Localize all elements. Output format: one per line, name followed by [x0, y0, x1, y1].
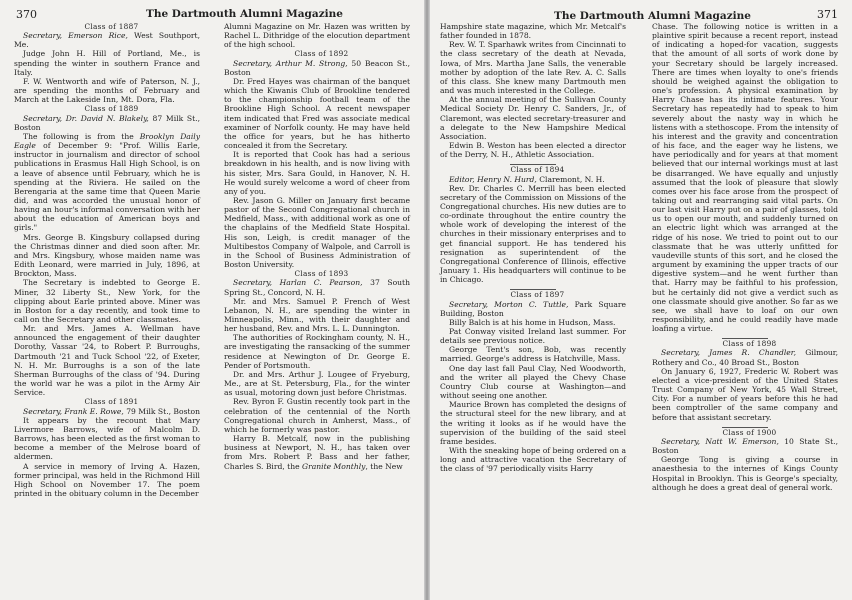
- continued-paragraph: Alumni Magazine on Mr. Hazen was written by Rachel L. Dithridge of the elocution department of the high school.: [224, 22, 410, 50]
- secretary-line: [224, 278, 410, 296]
- paragraph: Edwin B. Weston has been elected a director of the Derry, N. H., Athletic Association.: [440, 141, 626, 160]
- paragraph: The authorities of Rockingham county, N. H., are investigating the ransacking of the summer residence at Newington of Dr. George E. Pender of Portsmouth.: [224, 333, 410, 370]
- paragraph: George Tent's son, Bob, was recently married. George's address is Hatchville, Mass.: [440, 345, 626, 364]
- paragraph-text: Harry B. Metcalf, now in the publishing business at Newport, N. H., has taken over from Mrs. Robert P. Bass and her father, Charles S. Bird, the: [224, 434, 410, 471]
- right-column-2: [652, 22, 838, 492]
- secretary-line: [14, 407, 200, 416]
- paragraph: The Secretary is indebted to George E. Miner, 32 Liberty St., New York, for the clipping about Earle printed above. Miner was in Boston for a day recently, and took time to call on the Secretary and other classmates.: [14, 278, 200, 324]
- secretary-address: 37 South Spring St., Concord, N. H.: [224, 278, 410, 297]
- paragraph: Mr. and Mrs. Samuel P. French of West Lebanon, N. H., are spending the winter in Minneapolis, Minn., with their daughter and her husband, Rev. and Mrs. L. L. Dunnington.: [224, 296, 410, 334]
- paragraph: Dr. Fred Hayes was chairman of the banquet which the Kiwanis Club of Brookline tendered to the championship football team of the Brookline High School. A recent newspaper item indicated that Fred was associate medical examiner of Norfolk county. He may have held the office for years, but he has hitherto concealed it from the Secretary.: [224, 76, 410, 151]
- class-heading: Class of 1893: [294, 269, 349, 279]
- page-number: 370: [16, 8, 37, 21]
- secretary-address: 79 Milk St., Boston: [123, 406, 200, 416]
- paragraph: [14, 132, 200, 233]
- paragraph: Rev. Byron F. Gustin recently took part in the celebration of the centennial of the North Congregational church in Amherst, Mass., of which he formerly was pastor.: [224, 397, 410, 434]
- paragraph: With the sneaking hope of being ordered on a long and attractive vacation the Secretary of the class of '97 periodically visits Harry: [440, 446, 626, 474]
- secretary-address: Claremont, N. H.: [536, 174, 605, 184]
- paragraph: Judge John H. Hill of Portland, Me., is spending the winter in southern France and Italy.: [14, 49, 200, 77]
- left-page: [0, 0, 424, 600]
- secretary-line: [440, 175, 626, 184]
- secretary-name: Secretary, James R. Chandler,: [661, 348, 796, 358]
- running-title: The Dartmouth Alumni Magazine: [554, 10, 751, 22]
- paragraph: [224, 434, 410, 471]
- paragraph: F. W. Wentworth and wife of Paterson, N. J., are spending the months of February and March at the Lakeside Inn, Mt. Dora, Fla.: [14, 76, 200, 105]
- paragraph: One day last fall Paul Clay, Ned Woodworth, and the writer all played the Chevy Chase Country Club course at Washington—and without seeing one another.: [440, 363, 626, 401]
- class-heading: Class of 1898: [722, 339, 777, 349]
- secretary-name: Secretary, Dr. David N. Blakely,: [23, 113, 149, 123]
- secretary-address: 10 State St., Boston: [652, 436, 838, 456]
- right-page-header: [430, 8, 852, 22]
- secretary-name: Editor, Henry N. Hurd,: [449, 174, 537, 184]
- secretary-address: West Southport, Me.: [14, 31, 200, 50]
- secretary-line: [14, 114, 200, 132]
- paragraph: Pat Conway visited Ireland last summer. For details see previous notice.: [440, 327, 626, 346]
- paragraph: It is reported that Cook has had a serious breakdown in his health, and is now living with his sister, Mrs. Sara Gould, in Hanover, N. H. He would surely welcome a word of cheer from any of you.: [224, 150, 410, 196]
- publication-title: Brooklyn Daily Eagle: [14, 131, 200, 151]
- right-page: [430, 0, 852, 600]
- class-heading: Class of 1891: [84, 397, 139, 407]
- paragraph: Mr. and Mrs. James A. Wellman have announced the engagement of their daughter Dorothy, Vassar '24, to Robert P. Burroughs, Dartmouth '21 and Tuck School '22, of Exeter, N. H. Mr. Burroughs is a son of the late Sherman Burroughs of the class of '94. During the world war he was a pilot in the Army Air Service.: [14, 324, 200, 398]
- paragraph: Rev. Jason G. Miller on January first became pastor of the Second Congregational church in Medfield, Mass., with additional work as one of the chaplains of the Medfield State Hospital. His son, Leigh, is credit manager of the Multibestos Company of Walpole, and Carroll is in the School of Business Administration of Boston University.: [224, 195, 410, 270]
- class-heading: Class of 1897: [510, 290, 565, 300]
- publication-title: Granite Monthly: [302, 461, 366, 471]
- paragraph: Mrs. George B. Kingsbury collapsed during the Christmas dinner and died soon after. Mr. and Mrs. Kingsbury, whose maiden name was Edith Leonard, were married in July, 1896, at Brockton, Mass.: [14, 232, 200, 279]
- paragraph-text: of December 9: "Prof. Willis Earle, instructor in journalism and director of school publications in Erasmus Hall High School, is on a leave of absence until February, which he is spending at the Riviera. He sailed on the Berengaria at the same time that Queen Marie did, and was accorded the unusual honor of having an hour's informal conversation with her about the education of American boys and girls.": [14, 141, 200, 233]
- secretary-name: Secretary, Emerson Rice,: [23, 31, 128, 41]
- secretary-line: [224, 59, 410, 77]
- paragraph-text: The following is from the: [23, 131, 140, 141]
- secretary-line: [652, 437, 838, 455]
- paragraph: It appears by the recount that Mary Livermore Barrows, wife of Malcolm D. Barrows, has been elected as the first woman to become a member of the Melrose board of aldermen.: [14, 415, 201, 462]
- paragraph: Billy Balch is at his home in Hudson, Mass.: [449, 317, 616, 327]
- left-page-header: [0, 8, 424, 22]
- paragraph: Dr. and Mrs. Arthur J. Lougee of Fryeburg, Me., are at St. Petersburg, Fla., for the winter as usual, motoring down just before Christmas.: [224, 369, 410, 398]
- secretary-name: Secretary, Natt W. Emerson,: [661, 436, 779, 446]
- secretary-name: Secretary, Harlan C. Pearson,: [233, 278, 363, 288]
- class-heading: Class of 1894: [510, 165, 565, 175]
- page-number: 371: [817, 8, 838, 21]
- paragraph: On January 6, 1927, Frederic W. Robert was elected a vice-president of the United States Trust Company of New York, 45 Wall Street, City. For a number of years before this he had been comptroller of the same company and before that assistant secretary.: [652, 366, 838, 422]
- secretary-name: Secretary, Frank E. Rowe,: [23, 406, 124, 416]
- continued-paragraph: Chase. The following notice is written in a plaintive spirit because a recent report, instead of indicating a hoped-for vacation, suggests that the amount of all sorts of work done by your Secretary should be largely increased. There are times when loyalty to one's friends should be weighed against the obligation to one's profession. A physical examination by Harry Chase has its intimate features. Your Secretary has repeatedly had to speak to him severely about the nasty way in which he listens with a stethoscope. From the intensity of his interest and the gravity and concentration of his face, and the eager way he listens, we have periodically and for years at that moment believed that our internal workings must at last be disarranged. We have equally and unjustly assumed that the look of pleasure that slowly comes over his face arose from the prospect of taking out and rearranging said vital parts. On our last visit Harry put on a pair of glasses, told us to open our mouth, and suddenly turned on an electric light which was arranged at the ridge of his nose. We tried to point out to our classmate that he was utterly unfitted for vaudeville stunts of this sort, and he closed the argument by examining the upper tracts of our digestive system—and he went further than that. Harry may be faithful to his profession, but he certainly did not give a verdict such as one classmate should give another. So far as we see, we shall have to loaf on our own responsibility, and he could readily have made loafing a virtue.: [652, 22, 838, 334]
- secretary-address: Park Square Building, Boston: [440, 299, 627, 318]
- right-column-1: [440, 22, 626, 474]
- class-heading: Class of 1892: [294, 49, 349, 59]
- secretary-address: 50 Beacon St., Boston: [224, 58, 410, 77]
- paragraph: Rev. W. T. Sparhawk writes from Cincinnati to the class secretary of the death at Nevada, Iowa, of Mrs. Martha Jane Salls, the venerable mother by adoption of the late Rev. A. C. Salls of this class. She knew many Dartmouth men and was much interested in the College.: [440, 40, 626, 96]
- secretary-line: [652, 348, 838, 366]
- class-heading: Class of 1887: [84, 22, 139, 31]
- paragraph-text: , the New: [365, 461, 403, 471]
- secretary-line: [440, 300, 626, 318]
- running-title: The Dartmouth Alumni Magazine: [146, 8, 343, 20]
- paragraph: Rev. Dr. Charles C. Merrill has been elected secretary of the Commission on Missions of the Congregational churches. His new duties are to co-ordinate throughout the entire country the whole work of developing the interest of the churches in their missionary enterprises and to get financial support. He has tendered his resignation as superintendent of the Congregational Conference of Illinois, effective January 1. His headquarters will continue to be in Chicago.: [440, 183, 626, 285]
- secretary-name: Secretary, Morton C. Tuttle,: [449, 299, 569, 309]
- left-column-1: [14, 22, 200, 498]
- paragraph: Maurice Brown has completed the designs of the structural steel for the new library, and at the writing it looks as if he would have the supervision of the building of the said steel frame besides.: [440, 400, 626, 446]
- secretary-address: 87 Milk St., Boston: [14, 113, 200, 132]
- secretary-address: Gilmour, Rothery and Co., 40 Broad St., Boston: [652, 348, 838, 367]
- class-heading: Class of 1889: [84, 104, 139, 114]
- paragraph: At the annual meeting of the Sullivan County Medical Society Dr. Henry C. Sanders, Jr., of Claremont, was elected secretary-treasurer and a delegate to the New Hampshire Medical Association.: [440, 95, 626, 141]
- continued-paragraph: Hampshire state magazine, which Mr. Metcalf's father founded in 1878.: [440, 22, 626, 41]
- paragraph: A service in memory of Irving A. Hazen, former principal, was held in the Richmond Hill High School on November 17. The poem printed in the obituary column in the December: [14, 461, 200, 498]
- left-column-2: [224, 22, 410, 471]
- class-heading: Class of 1900: [722, 427, 777, 437]
- secretary-line: [14, 31, 200, 49]
- paragraph: George Tong is giving a course in anaesthesia to the internes of Kings County Hospital in Brooklyn. This is George's specialty, although he does a great deal of general work.: [652, 455, 838, 492]
- secretary-name: Secretary, Arthur M. Strong,: [233, 58, 348, 68]
